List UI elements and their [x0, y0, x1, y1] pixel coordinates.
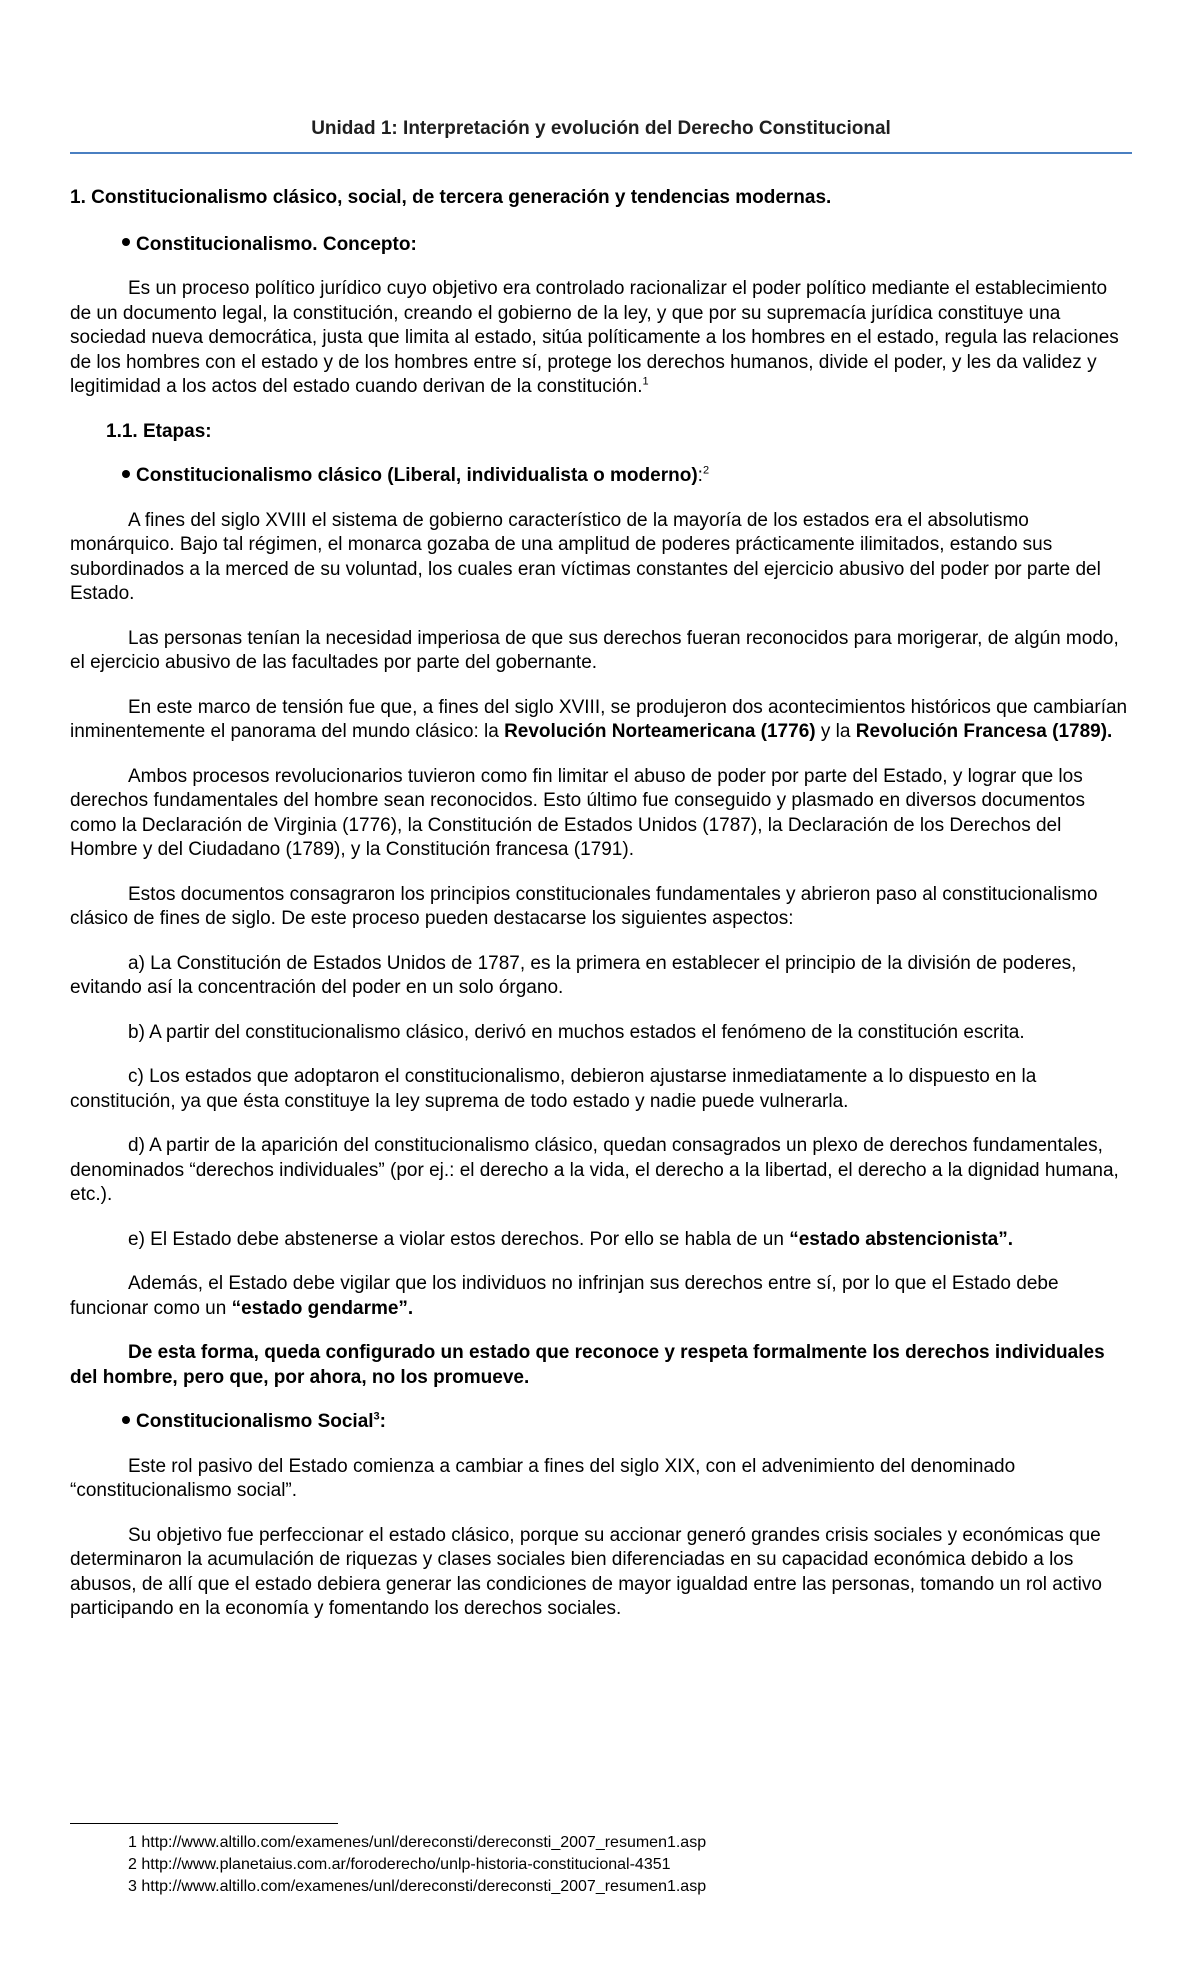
bullet-colon: : [697, 465, 703, 486]
bullet-label: Constitucionalismo clásico (Liberal, individualista o moderno) [136, 465, 698, 486]
paragraph-concepto [70, 277, 1132, 400]
footnote-2: 2 http://www.planetaius.com.ar/foroderecho/unlp-historia-constitucional-4351 [128, 1856, 671, 1873]
header-divider [70, 152, 1132, 154]
paragraph-text: Es un proceso político jurídico cuyo objetivo era controlado racionalizar el poder político mediante el establecimiento de un documento legal, la constitución, creando el gobierno de la ley, y que por su supremacía jurídica constituye una sociedad nueva democrática, justa que limita al estado, sitúa políticamente a los hombres en el estado, regula las relaciones de los hombres con el estado y de los hombres entre sí, protege los derechos humanos, divide el poder, y les da validez y legitimidad a los actos del estado cuando derivan de la constitución. [70, 278, 1119, 397]
paragraph: A fines del siglo XVIII el sistema de gobierno característico de la mayoría de los estados era el absolutismo monárquico. Bajo tal régimen, el monarca gozaba de una amplitud de poderes prácticamente ilimitados, estando sus subordinados a la merced de su voluntad, los cuales eran víctimas constantes del ejercicio abusivo del poder por parte del Estado. [70, 509, 1101, 604]
paragraph-text: En este marco de tensión fue que, a fines del siglo XVIII, se produjeron dos acontecimientos históricos que cambiarían inminentemente el panorama del mundo clásico: la [70, 696, 1128, 742]
footnotes [128, 1832, 706, 1898]
section-heading: 1. Constitucionalismo clásico, social, de tercera generación y tendencias modernas. [70, 187, 832, 208]
paragraph: Estos documentos consagraron los principios constitucionales fundamentales y abrieron paso al constitucionalismo clásico de fines de siglo. De este proceso pueden destacarse los siguientes aspectos: [70, 883, 1098, 929]
paragraph: Este rol pasivo del Estado comienza a cambiar a fines del siglo XIX, con el advenimiento del denominado “constitucionalismo social”. [70, 1455, 1016, 1501]
footnote-1: 1 http://www.altillo.com/examenes/unl/dereconsti/dereconsti_2007_resumen1.asp [128, 1834, 707, 1851]
bold-text: “estado abstencionista”. [789, 1228, 1014, 1250]
bullet-icon [122, 1416, 130, 1424]
bold-text: Revolución Francesa (1789). [855, 721, 1113, 742]
paragraph [70, 696, 1132, 745]
paragraph-text: e) El Estado debe abstenerse a violar estos derechos. Por ello se habla de un [128, 1228, 790, 1250]
bullet-concepto [70, 233, 1132, 258]
paragraph: Su objetivo fue perfeccionar el estado clásico, porque su accionar generó grandes crisis sociales y económicas que determinaron la acumulación de riquezas y clases sociales bien diferenciadas en su capacidad económica debido a los abusos, de allí que el estado debiera generar las condiciones de mayor igualdad entre las personas, tomando un rol activo participando en la economía y fomentando los derechos sociales. [70, 1524, 1102, 1619]
paragraph-conclusion: De esta forma, queda configurado un estado que reconoce y respeta formalmente los derechos individuales del hombre, pero que, por ahora, no los promueve. [70, 1342, 1105, 1388]
bold-text: Revolución Norteamericana (1776) [504, 721, 816, 742]
bold-text: “estado gendarme”. [231, 1297, 414, 1319]
list-item-d: d) A partir de la aparición del constitucionalismo clásico, quedan consagrados un plexo de derechos fundamentales, denominados “derechos individuales” (por ej.: el derecho a la vida, el derecho a la libertad, el derecho a la dignidad humana, etc.). [70, 1135, 1119, 1205]
bullet-label: Constitucionalismo Social [136, 1411, 374, 1432]
bullet-icon [122, 470, 130, 478]
paragraph-text: Además, el Estado debe vigilar que los individuos no infrinjan sus derechos entre sí, por lo que el Estado debe funcionar como un [70, 1273, 1059, 1319]
list-item-b: b) A partir del constitucionalismo clásico, derivó en muchos estados el fenómeno de la constitución escrita. [128, 1021, 1025, 1043]
bullet-icon [122, 238, 130, 246]
footnote-ref: 2 [702, 464, 710, 477]
paragraph: Las personas tenían la necesidad imperiosa de que sus derechos fueran reconocidos para morigerar, de algún modo, el ejercicio abusivo de las facultades por parte del gobernante. [70, 627, 1119, 673]
subsection-heading: 1.1. Etapas: [106, 420, 212, 442]
footnote-ref: 1 [642, 375, 649, 388]
bullet-social [70, 1410, 1132, 1435]
footnote-divider [70, 1823, 338, 1824]
document-body [70, 186, 1132, 1642]
page-header-title: Unidad 1: Interpretación y evolución del Derecho Constitucional [311, 118, 891, 139]
list-item-e [70, 1228, 1132, 1253]
bullet-colon: : [379, 1411, 386, 1432]
list-item-a: a) La Constitución de Estados Unidos de 1787, es la primera en establecer el principio de la división de poderes, evitando así la concentración del poder en un solo órgano. [70, 952, 1077, 998]
footnote-ref: 3 [373, 1410, 380, 1423]
footnote-3: 3 http://www.altillo.com/examenes/unl/dereconsti/dereconsti_2007_resumen1.asp [128, 1878, 707, 1895]
list-item-c: c) Los estados que adoptaron el constitucionalismo, debieron ajustarse inmediatamente a lo dispuesto en la constitución, ya que ésta constituye la ley suprema de todo estado y nadie puede vulnerarla. [70, 1066, 1037, 1112]
paragraph [70, 1272, 1132, 1321]
paragraph-text: y la [815, 721, 856, 742]
bullet-label: Constitucionalismo. Concepto: [136, 233, 417, 255]
bullet-clasico [70, 464, 1132, 489]
paragraph: Ambos procesos revolucionarios tuvieron como fin limitar el abuso de poder por parte del Estado, y lograr que los derechos fundamentales del hombre sean reconocidos. Esto último fue conseguido y plasmado en diversos documentos como la Declaración de Virginia (1776), la Constitución de Estados Unidos (1787), la Declaración de los Derechos del Hombre y del Ciudadano (1789), y la Constitución francesa (1791). [70, 765, 1085, 860]
